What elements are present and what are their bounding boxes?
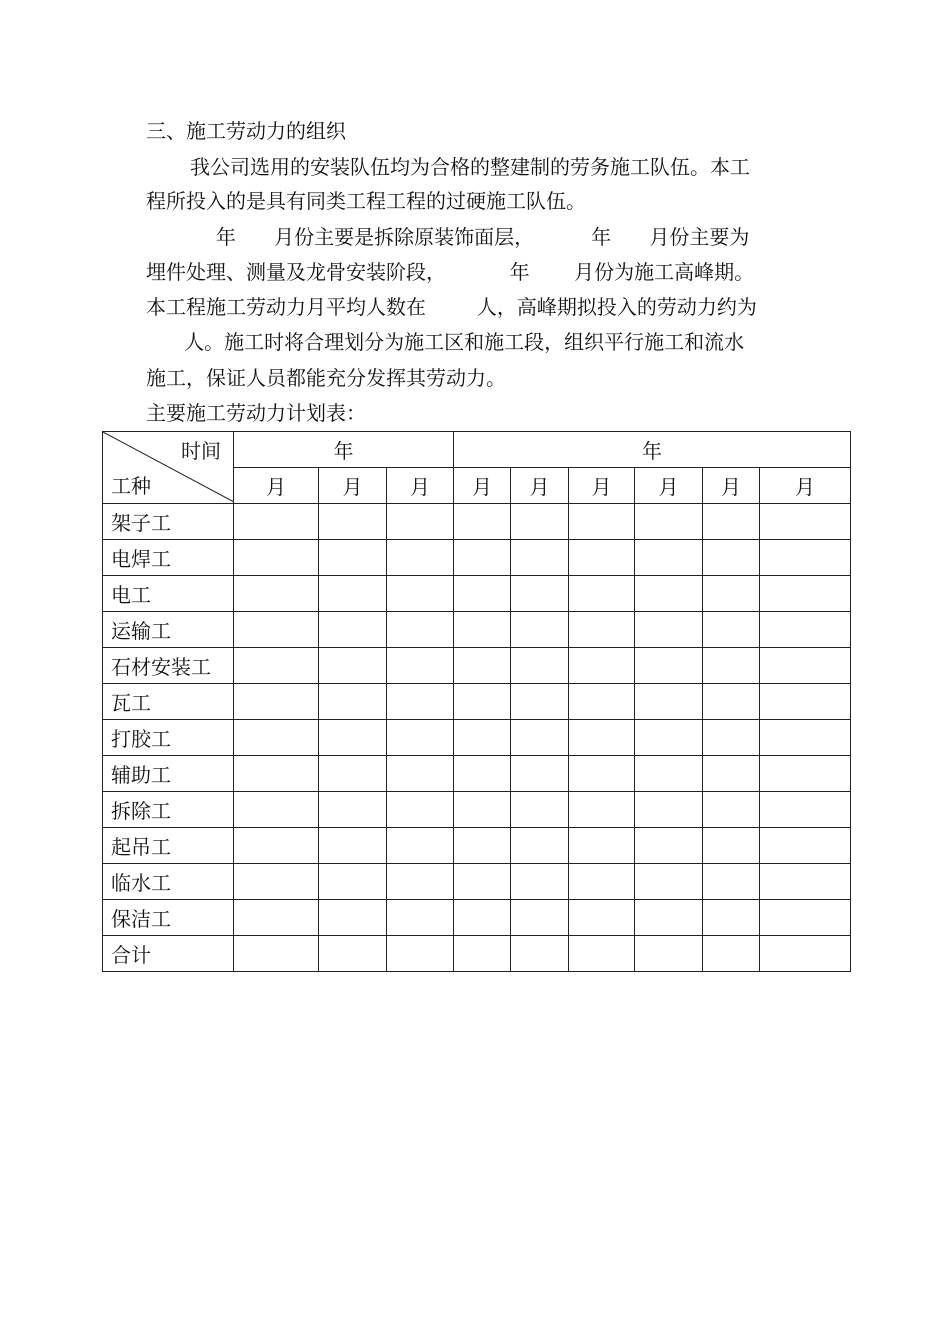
trade-label: 架子工 [103, 504, 234, 540]
month-header: 月 [569, 468, 635, 504]
trade-label: 运输工 [103, 612, 234, 648]
table-cell [635, 936, 703, 972]
table-cell [319, 612, 387, 648]
table-cell [703, 612, 760, 648]
table-cell [511, 576, 569, 612]
table-cell [511, 900, 569, 936]
table-cell [569, 864, 635, 900]
trade-label: 临水工 [103, 864, 234, 900]
table-cell [760, 864, 851, 900]
table-cell [234, 504, 319, 540]
trade-label: 辅助工 [103, 756, 234, 792]
table-cell [760, 540, 851, 576]
table-row [103, 864, 851, 900]
table-cell [703, 720, 760, 756]
table-row [103, 756, 851, 792]
table-cell [234, 540, 319, 576]
table-cell [454, 648, 511, 684]
table-cell [454, 720, 511, 756]
table-cell [387, 648, 454, 684]
table-cell [635, 576, 703, 612]
labor-plan-table [102, 431, 851, 972]
paragraph-2-line-4: 人。施工时将合理划分为施工区和施工段，组织平行施工和流水 [146, 330, 745, 354]
table-row [103, 792, 851, 828]
table-cell [387, 828, 454, 864]
table-cell [319, 504, 387, 540]
table-cell [511, 756, 569, 792]
trade-label: 起吊工 [103, 828, 234, 864]
table-cell [387, 864, 454, 900]
table-cell [319, 576, 387, 612]
table-cell [703, 648, 760, 684]
table-cell [511, 540, 569, 576]
table-cell [760, 936, 851, 972]
trade-label: 电工 [103, 576, 234, 612]
table-cell [454, 900, 511, 936]
table-row [103, 684, 851, 720]
table-cell [387, 684, 454, 720]
trade-label: 瓦工 [103, 684, 234, 720]
table-cell [511, 936, 569, 972]
table-cell [234, 576, 319, 612]
table-cell [703, 792, 760, 828]
table-cell [387, 576, 454, 612]
table-cell [635, 648, 703, 684]
table-cell [234, 756, 319, 792]
table-cell [760, 756, 851, 792]
table-cell [569, 648, 635, 684]
table-cell [454, 540, 511, 576]
table-cell [454, 576, 511, 612]
month-header: 月 [319, 468, 387, 504]
table-cell [635, 504, 703, 540]
table-cell [569, 720, 635, 756]
year-header-1: 年 [234, 432, 454, 468]
table-cell [319, 936, 387, 972]
table-cell [454, 756, 511, 792]
table-cell [387, 936, 454, 972]
table-cell [387, 612, 454, 648]
table-cell [703, 900, 760, 936]
table-cell [569, 900, 635, 936]
table-cell [454, 828, 511, 864]
table-cell [387, 540, 454, 576]
table-cell [760, 792, 851, 828]
table-cell [319, 828, 387, 864]
table-cell [234, 684, 319, 720]
table-cell [703, 936, 760, 972]
table-cell [635, 828, 703, 864]
table-row [103, 540, 851, 576]
trade-label: 保洁工 [103, 900, 234, 936]
table-cell [635, 756, 703, 792]
table-cell [569, 792, 635, 828]
table-row [103, 828, 851, 864]
table-cell [454, 684, 511, 720]
table-row [103, 648, 851, 684]
table-cell [454, 612, 511, 648]
table-cell [569, 504, 635, 540]
table-cell [760, 612, 851, 648]
table-cell [635, 720, 703, 756]
table-cell [703, 756, 760, 792]
table-cell [760, 504, 851, 540]
trade-label: 合计 [103, 936, 234, 972]
paragraph-2-line-1: 年 月份主要是拆除原装饰面层， 年 月份主要为 [146, 225, 750, 249]
table-cell [454, 504, 511, 540]
table-cell [635, 540, 703, 576]
table-cell [234, 936, 319, 972]
table-caption: 主要施工劳动力计划表： [146, 401, 366, 425]
table-cell [569, 756, 635, 792]
table-cell [511, 648, 569, 684]
table-cell [760, 648, 851, 684]
table-cell [319, 756, 387, 792]
table-cell [454, 864, 511, 900]
table-cell [319, 792, 387, 828]
table-cell [387, 504, 454, 540]
section-title: 三、施工劳动力的组织 [146, 119, 346, 143]
table-cell [511, 684, 569, 720]
month-header: 月 [635, 468, 703, 504]
month-header: 月 [760, 468, 851, 504]
table-cell [319, 648, 387, 684]
table-cell [454, 792, 511, 828]
trade-label: 石材安装工 [103, 648, 234, 684]
paragraph-1-line-1: 我公司选用的安装队伍均为合格的整建制的劳务施工队伍。本工 [190, 155, 750, 179]
table-cell [511, 864, 569, 900]
table-cell [454, 936, 511, 972]
table-cell [511, 792, 569, 828]
table-cell [569, 828, 635, 864]
table-cell [511, 612, 569, 648]
table-cell [569, 540, 635, 576]
table-cell [234, 792, 319, 828]
table-header-row-years [103, 432, 851, 468]
month-header: 月 [387, 468, 454, 504]
table-cell [635, 792, 703, 828]
table-cell [635, 900, 703, 936]
table-cell [635, 864, 703, 900]
corner-label-trade: 工种 [111, 474, 151, 498]
paragraph-2-line-5: 施工，保证人员都能充分发挥其劳动力。 [146, 366, 506, 390]
table-cell [234, 864, 319, 900]
table-cell [703, 504, 760, 540]
table-cell [234, 900, 319, 936]
table-cell [703, 828, 760, 864]
table-cell [635, 684, 703, 720]
table-cell [703, 540, 760, 576]
trade-label: 拆除工 [103, 792, 234, 828]
table-cell [319, 900, 387, 936]
corner-header-cell [103, 432, 234, 504]
month-header: 月 [703, 468, 760, 504]
paragraph-1-line-2: 程所投入的是具有同类工程工程的过硬施工队伍。 [146, 189, 586, 213]
table-row [103, 720, 851, 756]
table-cell [234, 648, 319, 684]
table-cell [234, 612, 319, 648]
paragraph-2-line-2: 埋件处理、测量及龙骨安装阶段， 年 月份为施工高峰期。 [146, 260, 755, 284]
table-cell [234, 720, 319, 756]
table-cell [760, 576, 851, 612]
table-row [103, 936, 851, 972]
month-header: 月 [234, 468, 319, 504]
table-cell [387, 900, 454, 936]
table-cell [703, 864, 760, 900]
table-cell [387, 756, 454, 792]
table-cell [569, 576, 635, 612]
table-cell [760, 828, 851, 864]
year-header-2: 年 [454, 432, 851, 468]
table-row [103, 576, 851, 612]
table-cell [319, 540, 387, 576]
table-cell [703, 576, 760, 612]
trade-label: 打胶工 [103, 720, 234, 756]
table-cell [569, 612, 635, 648]
table-cell [234, 828, 319, 864]
table-cell [635, 612, 703, 648]
table-cell [319, 684, 387, 720]
table-cell [760, 720, 851, 756]
table-cell [319, 720, 387, 756]
month-header: 月 [511, 468, 569, 504]
table-row [103, 900, 851, 936]
paragraph-2-line-3: 本工程施工劳动力月平均人数在 人，高峰期拟投入的劳动力约为 [146, 295, 757, 319]
table-cell [319, 864, 387, 900]
table-row [103, 612, 851, 648]
table-cell [511, 504, 569, 540]
table-cell [569, 684, 635, 720]
table-cell [760, 684, 851, 720]
table-cell [387, 720, 454, 756]
table-cell [569, 936, 635, 972]
table-row [103, 504, 851, 540]
table-cell [387, 792, 454, 828]
table-cell [511, 720, 569, 756]
table-cell [511, 828, 569, 864]
table-cell [703, 684, 760, 720]
corner-label-time: 时间 [181, 439, 221, 463]
month-header: 月 [454, 468, 511, 504]
table-cell [760, 900, 851, 936]
trade-label: 电焊工 [103, 540, 234, 576]
